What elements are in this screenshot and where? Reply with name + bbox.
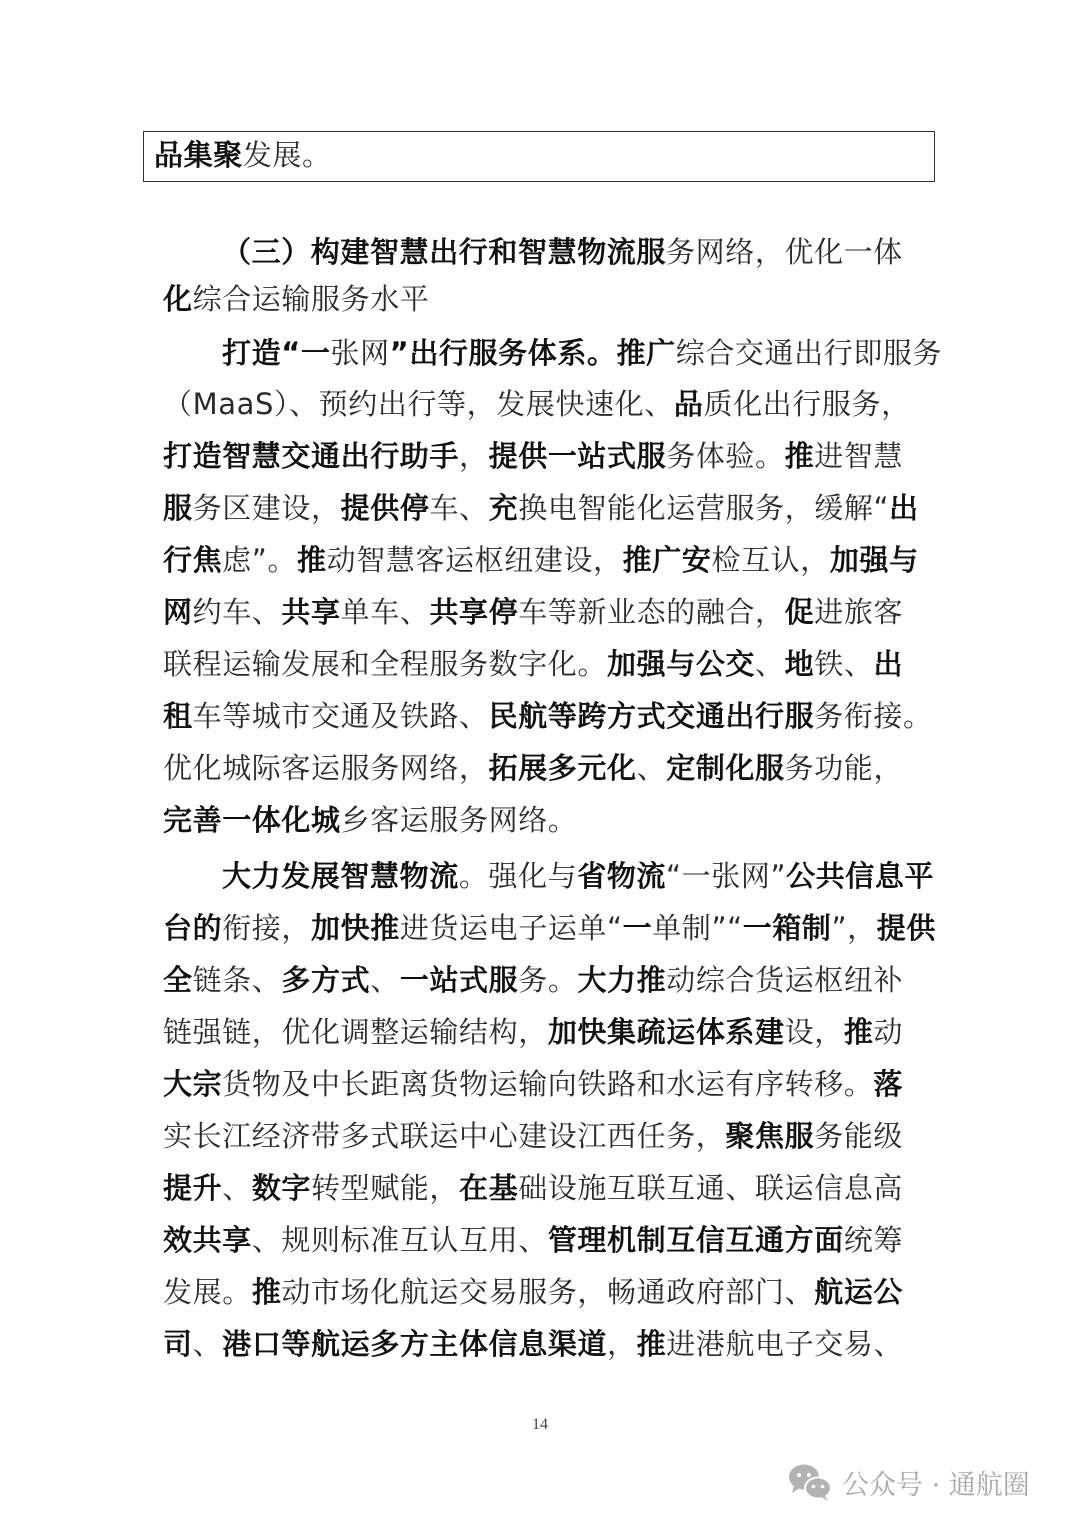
page-number: 14 [532, 1416, 548, 1433]
paragraph-line [163, 482, 923, 534]
paragraph-line [163, 1006, 923, 1058]
text-run: 设， [784, 1015, 844, 1049]
bold-text-run: 效共享 [163, 1223, 252, 1257]
text-run: 进货运电子运单“ [399, 911, 623, 945]
text-run: 发展。 [242, 138, 332, 172]
paragraph-line [163, 794, 923, 846]
text-run: 转型赋能， [311, 1171, 460, 1205]
bold-text-run: 管理机制互信互通方面 [547, 1223, 844, 1257]
text-run: 。强化与 [458, 859, 578, 893]
text-run: 务区建设， [192, 491, 341, 525]
bold-text-run: 一箱制 [742, 911, 832, 945]
bold-text-run: 推 [251, 1275, 282, 1309]
paragraph-line [163, 378, 923, 430]
bold-text-run: 公共信息平 [786, 859, 935, 893]
text-run: ， [607, 1327, 637, 1361]
bold-text-run: 大力发展智慧物流 [222, 859, 459, 893]
bold-text-run: 化 [163, 282, 193, 316]
text-run: 动综合货运枢纽补 [666, 963, 904, 997]
text-run: 发展。 [163, 1275, 252, 1309]
text-run: 统筹 [843, 1223, 904, 1257]
paragraph-first-line [222, 226, 982, 278]
text-run: 优化城际客运服务网络， [163, 751, 489, 785]
bold-text-run: 定制化服 [666, 751, 785, 785]
bold-text-run: 推 [784, 439, 815, 473]
bold-text-run: 司 [163, 1327, 193, 1361]
text-run: 货物及中长距离货物运输向铁路和水运有序转移。 [222, 1067, 874, 1101]
bold-text-run: 提升 [163, 1171, 223, 1205]
bold-text-run: 聚焦服 [725, 1119, 815, 1153]
bold-text-run: 推 [636, 1327, 667, 1361]
text-run: 、规则标准互认互用、 [251, 1223, 548, 1257]
bold-text-run: ”出行服务体系。推广 [389, 336, 676, 370]
watermark-label: 公众号 · 通航圈 [842, 1469, 1030, 1501]
bold-text-run: 航运公 [814, 1275, 904, 1309]
paragraph-line [163, 273, 923, 325]
bold-text-run: 地 [784, 647, 815, 681]
bold-text-run: 提供 [876, 911, 936, 945]
bold-text-run: 在基 [459, 1171, 519, 1205]
bold-text-run: 服 [163, 491, 193, 525]
bold-text-run: 完善一体化城 [163, 803, 341, 837]
text-run: 车等城市交通及铁路、 [192, 699, 489, 733]
text-run: 换电智能化运营服务，缓解“ [518, 491, 890, 525]
bold-text-run: 加强与公交 [607, 647, 756, 681]
paragraph-line [163, 430, 923, 482]
bold-text-run: 打造“一 [222, 336, 331, 370]
bold-text-run: 拓展多元化 [488, 751, 637, 785]
text-run: 综合交通出行即服务 [675, 336, 943, 370]
text-run: 单制”“ [652, 911, 743, 945]
text-run: 单车、 [340, 595, 430, 629]
bold-text-run: 一站式服 [399, 963, 519, 997]
bold-text-run: 一 [622, 911, 653, 945]
paragraph-line [163, 586, 923, 638]
text-run: 础设施互联互通、联运信息高 [518, 1171, 904, 1205]
bold-text-run: 品 [673, 387, 704, 421]
bold-text-run: 省物流 [577, 859, 667, 893]
bold-text-run: 大宗 [163, 1067, 223, 1101]
bold-text-run: 加快推 [311, 911, 400, 945]
boxed-line [154, 129, 914, 181]
text-run: 务。 [518, 963, 578, 997]
bold-text-run: 加快集疏运体系建 [547, 1015, 785, 1049]
paragraph-line [163, 690, 933, 742]
text-run: 车等新业态的融合， [518, 595, 785, 629]
text-run: 链强链，优化调整运输结构， [163, 1015, 548, 1049]
text-run: 链条、 [192, 963, 282, 997]
text-run: 、 [636, 751, 667, 785]
bold-text-run: 促 [784, 595, 815, 629]
text-run: 、 [370, 963, 400, 997]
text-run: 动 [873, 1015, 904, 1049]
bold-text-run: 推 [297, 543, 327, 577]
text-run: 张网 [330, 336, 390, 370]
text-run: 务功能， [784, 751, 904, 785]
paragraph-line [163, 742, 923, 794]
bold-text-run: 出 [889, 491, 919, 525]
text-run: 实长江经济带多式联运中心建设江西任务， [163, 1119, 726, 1153]
text-run: 务能级 [814, 1119, 904, 1153]
text-run: 务网络，优化一体 [666, 235, 903, 269]
bold-text-run: 充 [488, 491, 519, 525]
bold-text-run: 网 [163, 595, 193, 629]
paragraph-line [163, 534, 923, 586]
bold-text-run: 提供停 [340, 491, 430, 525]
text-run: 质化出行服务， [703, 387, 911, 421]
text-run: 进旅客 [814, 595, 904, 629]
text-run: 车、 [429, 491, 489, 525]
text-run: 约车、 [192, 595, 282, 629]
bold-text-run: 落 [873, 1067, 904, 1101]
bold-text-run: 多方式 [281, 963, 371, 997]
text-run: 动智慧客运枢纽建设， [326, 543, 623, 577]
text-run: ”， [831, 911, 877, 945]
bold-text-run: 港口等航运多方主体信息渠道 [222, 1327, 608, 1361]
bold-text-run: 共享 [281, 595, 341, 629]
bold-text-run: 品集聚 [154, 138, 243, 172]
paragraph-first-line [222, 327, 982, 379]
bold-text-run: 加强与 [829, 543, 919, 577]
bold-text-run: 台的 [163, 911, 223, 945]
paragraph-line [163, 1266, 923, 1318]
text-run: 综合运输服务水平 [192, 282, 430, 316]
bold-text-run: 数字 [251, 1171, 312, 1205]
text-run: 检互认， [711, 543, 830, 577]
text-run: 进智慧 [814, 439, 904, 473]
text-run: 、 [755, 647, 785, 681]
paragraph-line [163, 954, 923, 1006]
bold-text-run: 推 [843, 1015, 874, 1049]
text-run: 铁、 [814, 647, 874, 681]
paragraph-line [163, 1162, 923, 1214]
watermark [788, 1461, 1030, 1503]
bold-text-run: 推广安 [622, 543, 712, 577]
bold-text-run: （三）构建智慧出行和智慧物流服 [222, 235, 667, 269]
text-run: 、 [192, 1327, 223, 1361]
bold-text-run: 提供一站式服 [488, 439, 667, 473]
text-run: 进港航电子交易、 [666, 1327, 904, 1361]
bold-text-run: 打造智慧交通出行助手 [163, 439, 460, 473]
paragraph-line [163, 1058, 923, 1110]
bold-text-run: 行焦 [163, 543, 223, 577]
text-run: 衔接， [222, 911, 312, 945]
bold-text-run: 大力推 [577, 963, 667, 997]
bold-text-run: 共享停 [429, 595, 519, 629]
wechat-icon [788, 1462, 832, 1502]
text-run: 虑”。 [222, 543, 298, 577]
paragraph-line [163, 638, 923, 690]
bold-text-run: 出 [873, 647, 904, 681]
text-run: 务体验。 [666, 439, 785, 473]
bold-text-run: 民航等跨方式交通出行服 [488, 699, 815, 733]
text-run: 务衔接。 [814, 699, 933, 733]
text-run: 、 [222, 1171, 252, 1205]
paragraph-line [163, 1110, 923, 1162]
text-run: （MaaS）、预约出行等，发展快速化、 [163, 387, 674, 421]
text-run: ， [459, 439, 489, 473]
paragraph-line [163, 902, 936, 954]
paragraph-line [163, 1318, 923, 1370]
paragraph-first-line [222, 850, 982, 902]
text-run: 动市场化航运交易服务，畅通政府部门、 [281, 1275, 815, 1309]
boxed-text-frame [143, 131, 935, 182]
paragraph-line [163, 1214, 923, 1266]
text-run: 联程运输发展和全程服务数字化。 [163, 647, 608, 681]
bold-text-run: 租 [163, 699, 193, 733]
bold-text-run: 全 [163, 963, 193, 997]
text-run: “一张网” [666, 859, 787, 893]
text-run: 乡客运服务网络。 [340, 803, 578, 837]
